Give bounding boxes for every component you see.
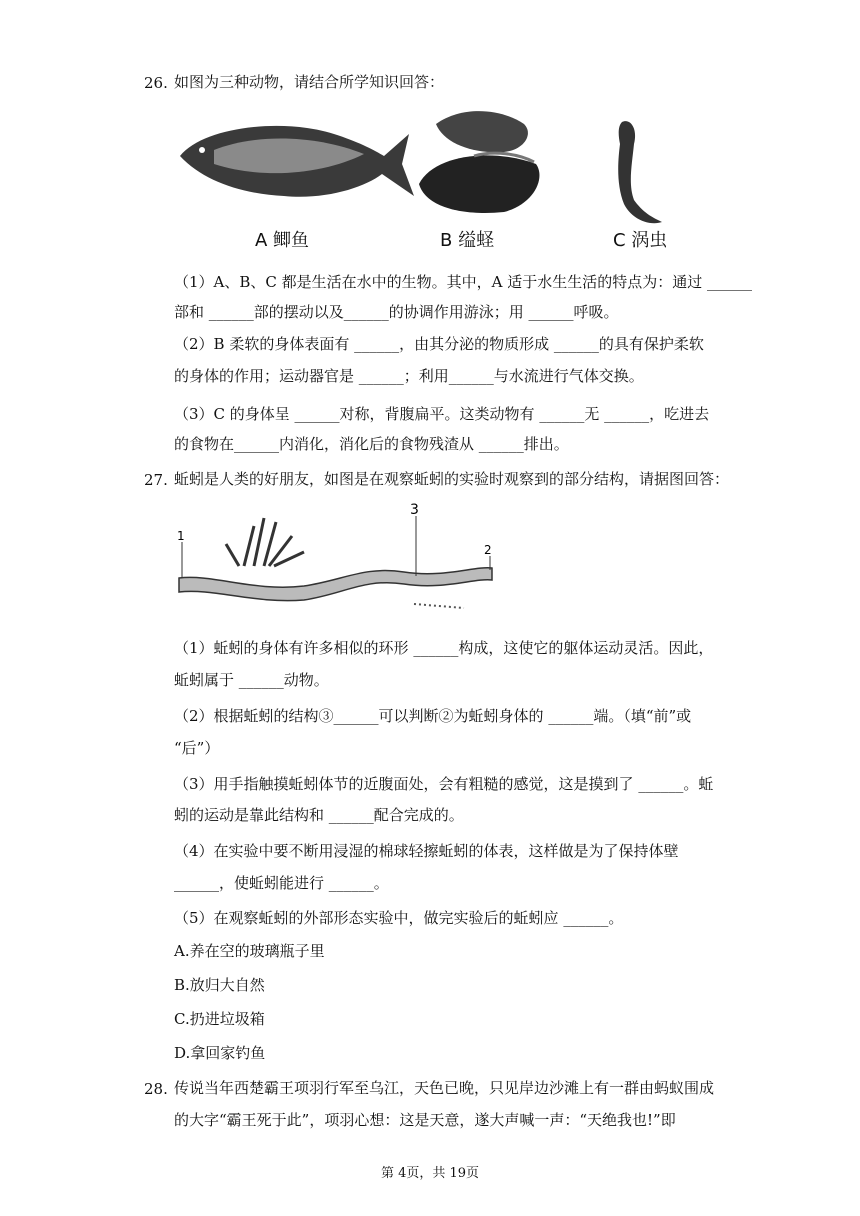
- q26-line-1: （1）A、B、C 都是生活在水中的生物。其中，A 适于水生生活的特点为：通过 ______: [174, 273, 753, 291]
- earthworm-body: [179, 568, 492, 601]
- q26-line-5: （3）C 的身体呈 ______对称，背腹扁平。这类动物有 ______无 ______，吃进去: [174, 405, 710, 423]
- q26-line-2: 部和 ______部的摆动以及______的协调作用游泳；用 ______呼吸。: [174, 303, 619, 321]
- q26-line-4: 的身体的作用；运动器官是 ______；利用______与水流进行气体交换。: [174, 367, 644, 385]
- fig-label-3: 3: [410, 502, 419, 518]
- q27-line-7: （4）在实验中要不断用浸湿的棉球轻擦蚯蚓的体表，这样做是为了保持体壁: [174, 842, 679, 860]
- question-26-number: 26.: [144, 74, 168, 92]
- grass-illustration: [226, 518, 304, 566]
- q27-option-a: A.养在空的玻璃瓶子里: [174, 942, 325, 960]
- page-footer: 第 4页，共 19页: [380, 1166, 480, 1181]
- earthworm-figure: [174, 496, 500, 622]
- caption-b: B 缢蛏: [440, 230, 495, 251]
- question-28-number: 28.: [144, 1080, 168, 1098]
- q27-option-d: D.拿回家钓鱼: [174, 1044, 266, 1062]
- flatworm-illustration: [618, 121, 662, 223]
- question-26-stem: 如图为三种动物，请结合所学知识回答：: [174, 73, 445, 91]
- q28-line-2: 的大字“霸王死于此”，项羽心想：这是天意，遂大声喊一声：“天绝我也!”即: [174, 1111, 676, 1129]
- q27-line-5: （3）用手指触摸蚯蚓体节的近腹面处，会有粗糙的感觉，这是摸到了 ______。蚯: [174, 775, 714, 793]
- q27-line-8: ______，使蚯蚓能进行 ______。: [174, 874, 389, 892]
- question-27-stem: 蚯蚓是人类的好朋友，如图是在观察蚯蚓的实验时观察到的部分结构，请据图回答：: [174, 470, 730, 488]
- clam-illustration: [419, 111, 539, 213]
- caption-c: C 涡虫: [613, 230, 668, 251]
- q27-line-6: 蚓的运动是靠此结构和 ______配合完成的。: [174, 806, 464, 824]
- q27-line-1: （1）蚯蚓的身体有许多相似的环形 ______构成，这使它的躯体运动灵活。因此，: [174, 639, 714, 657]
- q26-animals-figure: [174, 104, 698, 246]
- q28-line-1: 传说当年西楚霸王项羽行军至乌江，天色已晚，只见岸边沙滩上有一群由蚂蚁围成: [174, 1079, 715, 1097]
- q26-line-6: 的食物在______内消化，消化后的食物残渣从 ______排出。: [174, 435, 569, 453]
- question-27-number: 27.: [144, 471, 168, 489]
- q27-line-9: （5）在观察蚯蚓的外部形态实验中，做完实验后的蚯蚓应 ______。: [174, 909, 624, 927]
- q27-option-c: C.扔进垃圾箱: [174, 1010, 265, 1028]
- q26-line-3: （2）B 柔软的身体表面有 ______，由其分泌的物质形成 ______的具有保护柔软: [174, 335, 704, 353]
- q27-option-b: B.放归大自然: [174, 976, 265, 994]
- fig-label-2: 2: [484, 543, 492, 557]
- fig-label-1: 1: [177, 529, 185, 543]
- caption-a: A 鲫鱼: [255, 230, 310, 251]
- q27-line-3: （2）根据蚯蚓的结构③______可以判断②为蚯蚓身体的 ______端。（填“前”或: [174, 707, 692, 725]
- fish-illustration: [180, 126, 414, 197]
- q27-line-4: “后”）: [174, 739, 220, 757]
- q27-line-2: 蚯蚓属于 ______动物。: [174, 671, 329, 689]
